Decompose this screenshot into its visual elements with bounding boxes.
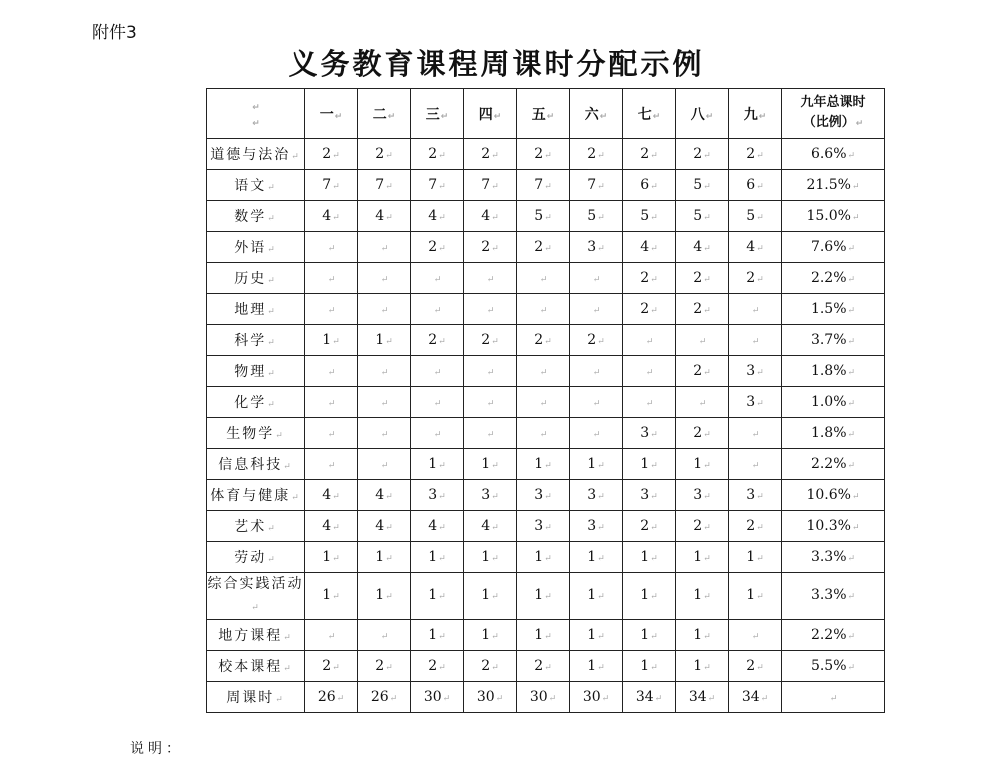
total-cell: 1.0%↵ [782, 387, 885, 418]
hours-cell: ↵ [358, 418, 411, 449]
hours-cell: ↵ [464, 263, 517, 294]
hours-cell: ↵ [464, 418, 517, 449]
hours-cell: 3↵ [570, 480, 623, 511]
hours-cell: 1↵ [464, 449, 517, 480]
hours-cell: 7↵ [358, 170, 411, 201]
subject-cell: 信息科技↵ [207, 449, 305, 480]
hours-cell: 26↵ [305, 682, 358, 713]
subject-cell: 校本课程↵ [207, 651, 305, 682]
hours-cell: ↵ [623, 356, 676, 387]
subject-cell: 数学↵ [207, 201, 305, 232]
hours-cell: ↵ [305, 449, 358, 480]
hours-cell: 4↵ [676, 232, 729, 263]
table-row [207, 511, 885, 542]
hours-cell: 2↵ [676, 356, 729, 387]
hours-cell: 1↵ [676, 573, 729, 620]
hours-cell: 4↵ [464, 201, 517, 232]
hours-cell: 7↵ [570, 170, 623, 201]
hours-cell: 3↵ [623, 418, 676, 449]
hours-cell: 2↵ [411, 651, 464, 682]
hours-cell: ↵ [411, 387, 464, 418]
hours-cell: ↵ [411, 356, 464, 387]
hours-cell: 2↵ [305, 651, 358, 682]
hours-cell: 2↵ [623, 263, 676, 294]
hours-cell: ↵ [358, 356, 411, 387]
total-cell: 1.8%↵ [782, 418, 885, 449]
hours-cell: ↵ [729, 294, 782, 325]
hours-cell: 2↵ [570, 325, 623, 356]
hours-cell: ↵ [358, 294, 411, 325]
hours-cell: ↵ [305, 620, 358, 651]
hours-cell: 1↵ [517, 573, 570, 620]
hours-cell: 1↵ [623, 449, 676, 480]
table-row [207, 387, 885, 418]
subject-cell: 道德与法治↵ [207, 139, 305, 170]
table-row [207, 356, 885, 387]
hours-cell: ↵ [305, 263, 358, 294]
grade-header: 五↵ [517, 89, 570, 139]
hours-cell: ↵ [570, 263, 623, 294]
hours-cell: ↵ [305, 232, 358, 263]
grade-header: 七↵ [623, 89, 676, 139]
hours-cell: ↵ [358, 387, 411, 418]
hours-cell: 5↵ [517, 201, 570, 232]
table-row [207, 232, 885, 263]
hours-cell: 2↵ [676, 418, 729, 449]
subject-cell: 化学↵ [207, 387, 305, 418]
hours-cell: 2↵ [411, 139, 464, 170]
total-cell: 2.2%↵ [782, 263, 885, 294]
hours-cell: 1↵ [464, 620, 517, 651]
table-row [207, 573, 885, 620]
hours-cell: 2↵ [464, 139, 517, 170]
hours-cell: 34↵ [729, 682, 782, 713]
hours-cell: 2↵ [676, 294, 729, 325]
hours-cell: 7↵ [464, 170, 517, 201]
hours-cell: ↵ [517, 418, 570, 449]
table-row [207, 201, 885, 232]
hours-cell: 1↵ [623, 620, 676, 651]
hours-cell: 3↵ [623, 480, 676, 511]
hours-cell: ↵ [570, 418, 623, 449]
hours-cell: 3↵ [517, 480, 570, 511]
hours-cell: 1↵ [305, 542, 358, 573]
hours-cell: 1↵ [517, 449, 570, 480]
total-cell: 1.5%↵ [782, 294, 885, 325]
hours-cell: 2↵ [411, 232, 464, 263]
hours-cell: ↵ [517, 294, 570, 325]
total-cell: 5.5%↵ [782, 651, 885, 682]
document-title: 义务教育课程周课时分配示例 [288, 47, 705, 81]
hours-cell: 1↵ [676, 651, 729, 682]
hours-cell: 2↵ [358, 139, 411, 170]
total-cell: 15.0%↵ [782, 201, 885, 232]
table-row [207, 651, 885, 682]
corner-cell: ↵ ↵ [207, 89, 305, 139]
hours-cell: 1↵ [358, 325, 411, 356]
total-cell: 3.7%↵ [782, 325, 885, 356]
total-cell: 3.3%↵ [782, 573, 885, 620]
total-cell: 21.5%↵ [782, 170, 885, 201]
hours-cell: 2↵ [464, 325, 517, 356]
subject-cell: 体育与健康↵ [207, 480, 305, 511]
hours-cell: 1↵ [411, 620, 464, 651]
hours-cell: 30↵ [517, 682, 570, 713]
hours-cell: 4↵ [358, 201, 411, 232]
total-cell: 2.2%↵ [782, 620, 885, 651]
hours-cell: 1↵ [517, 542, 570, 573]
subject-cell: 周课时↵ [207, 682, 305, 713]
hours-cell: ↵ [570, 387, 623, 418]
total-cell: 7.6%↵ [782, 232, 885, 263]
hours-cell: 2↵ [517, 651, 570, 682]
table-row [207, 325, 885, 356]
grade-header: 二↵ [358, 89, 411, 139]
hours-cell: 1↵ [464, 542, 517, 573]
hours-cell: 34↵ [676, 682, 729, 713]
subject-cell: 生物学↵ [207, 418, 305, 449]
hours-cell: 3↵ [570, 232, 623, 263]
hours-cell: 1↵ [358, 542, 411, 573]
hours-cell: ↵ [464, 356, 517, 387]
table-row [207, 139, 885, 170]
hours-cell: 2↵ [729, 651, 782, 682]
grade-header: 四↵ [464, 89, 517, 139]
hours-cell: ↵ [570, 294, 623, 325]
hours-cell: ↵ [729, 620, 782, 651]
hours-cell: 6↵ [623, 170, 676, 201]
hours-cell: ↵ [305, 294, 358, 325]
hours-cell: 2↵ [729, 511, 782, 542]
hours-cell: ↵ [358, 263, 411, 294]
hours-cell: 2↵ [623, 294, 676, 325]
hours-cell: 1↵ [676, 542, 729, 573]
hours-cell: ↵ [676, 325, 729, 356]
grade-header: 六↵ [570, 89, 623, 139]
hours-cell: 30↵ [570, 682, 623, 713]
note-label: 说明： [130, 741, 184, 757]
hours-cell: ↵ [358, 232, 411, 263]
hours-cell: ↵ [411, 263, 464, 294]
hours-cell: 2↵ [676, 263, 729, 294]
hours-cell: 4↵ [305, 201, 358, 232]
total-cell: 3.3%↵ [782, 542, 885, 573]
hours-cell: 7↵ [517, 170, 570, 201]
subject-cell: 劳动↵ [207, 542, 305, 573]
hours-cell: ↵ [358, 449, 411, 480]
hours-cell: 1↵ [411, 449, 464, 480]
table-row [207, 542, 885, 573]
hours-cell: ↵ [623, 325, 676, 356]
hours-cell: 1↵ [623, 651, 676, 682]
hours-cell: 2↵ [729, 263, 782, 294]
hours-cell: ↵ [464, 294, 517, 325]
hours-cell: ↵ [411, 294, 464, 325]
hours-cell: 1↵ [676, 620, 729, 651]
hours-cell: 1↵ [729, 573, 782, 620]
hours-cell: 1↵ [570, 620, 623, 651]
hours-cell: 4↵ [623, 232, 676, 263]
hours-cell: 1↵ [729, 542, 782, 573]
subject-cell: 地理↵ [207, 294, 305, 325]
total-cell: 10.6%↵ [782, 480, 885, 511]
hours-cell: 2↵ [676, 511, 729, 542]
hours-cell: 3↵ [729, 356, 782, 387]
hours-cell: 4↵ [729, 232, 782, 263]
table-row [207, 263, 885, 294]
grade-header: 九↵ [729, 89, 782, 139]
hours-cell: ↵ [411, 418, 464, 449]
hours-cell: 2↵ [411, 325, 464, 356]
hours-cell: 2↵ [623, 139, 676, 170]
hours-cell: 1↵ [411, 542, 464, 573]
hours-cell: ↵ [517, 356, 570, 387]
total-cell: 2.2%↵ [782, 449, 885, 480]
hours-cell: 2↵ [729, 139, 782, 170]
hours-cell: 2↵ [623, 511, 676, 542]
total-header: 九年总课时 （比例）↵ [782, 89, 885, 139]
hours-cell: 2↵ [464, 232, 517, 263]
hours-cell: 7↵ [305, 170, 358, 201]
table-row [207, 620, 885, 651]
hours-cell: 1↵ [570, 542, 623, 573]
hours-cell: 2↵ [676, 139, 729, 170]
hours-cell: 2↵ [517, 325, 570, 356]
table-row [207, 682, 885, 713]
hours-cell: 3↵ [729, 480, 782, 511]
hours-cell: 1↵ [517, 620, 570, 651]
hours-cell: 3↵ [464, 480, 517, 511]
hours-cell: 5↵ [570, 201, 623, 232]
hours-cell: ↵ [729, 325, 782, 356]
table-row [207, 170, 885, 201]
hours-cell: 5↵ [676, 201, 729, 232]
hours-cell: 1↵ [570, 573, 623, 620]
table-row [207, 418, 885, 449]
hours-cell: 26↵ [358, 682, 411, 713]
hours-cell: 5↵ [623, 201, 676, 232]
subject-cell: 艺术↵ [207, 511, 305, 542]
hours-cell: 1↵ [464, 573, 517, 620]
total-cell: 1.8%↵ [782, 356, 885, 387]
hours-cell: 6↵ [729, 170, 782, 201]
hours-cell: 2↵ [358, 651, 411, 682]
hours-cell: 4↵ [305, 511, 358, 542]
total-cell: 10.3%↵ [782, 511, 885, 542]
grade-header: 三↵ [411, 89, 464, 139]
hours-cell: 1↵ [570, 449, 623, 480]
hours-cell: ↵ [305, 387, 358, 418]
hours-cell: 2↵ [305, 139, 358, 170]
hours-cell: 3↵ [676, 480, 729, 511]
attachment-label: 附件3 [92, 23, 137, 43]
hours-cell: ↵ [305, 418, 358, 449]
hours-cell: ↵ [464, 387, 517, 418]
subject-cell: 外语↵ [207, 232, 305, 263]
subject-cell: 科学↵ [207, 325, 305, 356]
hours-cell: 5↵ [729, 201, 782, 232]
hours-cell: 34↵ [623, 682, 676, 713]
hours-cell: ↵ [570, 356, 623, 387]
hours-cell: ↵ [517, 387, 570, 418]
hours-cell: 2↵ [517, 139, 570, 170]
hours-cell: 2↵ [464, 651, 517, 682]
hours-cell: ↵ [729, 449, 782, 480]
hours-cell: 7↵ [411, 170, 464, 201]
total-cell: ↵ [782, 682, 885, 713]
hours-cell: 4↵ [358, 480, 411, 511]
hours-cell: 3↵ [517, 511, 570, 542]
hours-cell: 1↵ [623, 542, 676, 573]
hours-cell: ↵ [623, 387, 676, 418]
hours-cell: 2↵ [517, 232, 570, 263]
hours-cell: 5↵ [676, 170, 729, 201]
hours-cell: 4↵ [411, 511, 464, 542]
hours-cell: 3↵ [570, 511, 623, 542]
hours-cell: ↵ [517, 263, 570, 294]
table-row [207, 294, 885, 325]
hours-cell: 1↵ [570, 651, 623, 682]
table-row [207, 449, 885, 480]
hours-cell: ↵ [358, 620, 411, 651]
header-row [207, 89, 885, 139]
hours-cell: 30↵ [464, 682, 517, 713]
subject-cell: 地方课程↵ [207, 620, 305, 651]
hours-cell: 1↵ [411, 573, 464, 620]
total-cell: 6.6%↵ [782, 139, 885, 170]
subject-cell: 物理↵ [207, 356, 305, 387]
table-row [207, 480, 885, 511]
subject-cell: 综合实践活动↵ [207, 573, 305, 620]
subject-cell: 历史↵ [207, 263, 305, 294]
hours-cell: ↵ [729, 418, 782, 449]
hours-cell: 4↵ [358, 511, 411, 542]
hours-cell: 4↵ [411, 201, 464, 232]
hours-cell: 1↵ [676, 449, 729, 480]
hours-cell: 1↵ [305, 325, 358, 356]
hours-cell: 1↵ [623, 573, 676, 620]
hours-cell: 3↵ [411, 480, 464, 511]
hours-cell: 1↵ [358, 573, 411, 620]
hours-cell: 4↵ [305, 480, 358, 511]
subject-cell: 语文↵ [207, 170, 305, 201]
hours-cell: ↵ [676, 387, 729, 418]
hours-cell: 3↵ [729, 387, 782, 418]
hours-cell: 2↵ [570, 139, 623, 170]
hours-cell: 30↵ [411, 682, 464, 713]
hours-cell: 4↵ [464, 511, 517, 542]
grade-header: 一↵ [305, 89, 358, 139]
hours-cell: ↵ [305, 356, 358, 387]
grade-header: 八↵ [676, 89, 729, 139]
hours-cell: 1↵ [305, 573, 358, 620]
course-hours-table [206, 88, 885, 713]
